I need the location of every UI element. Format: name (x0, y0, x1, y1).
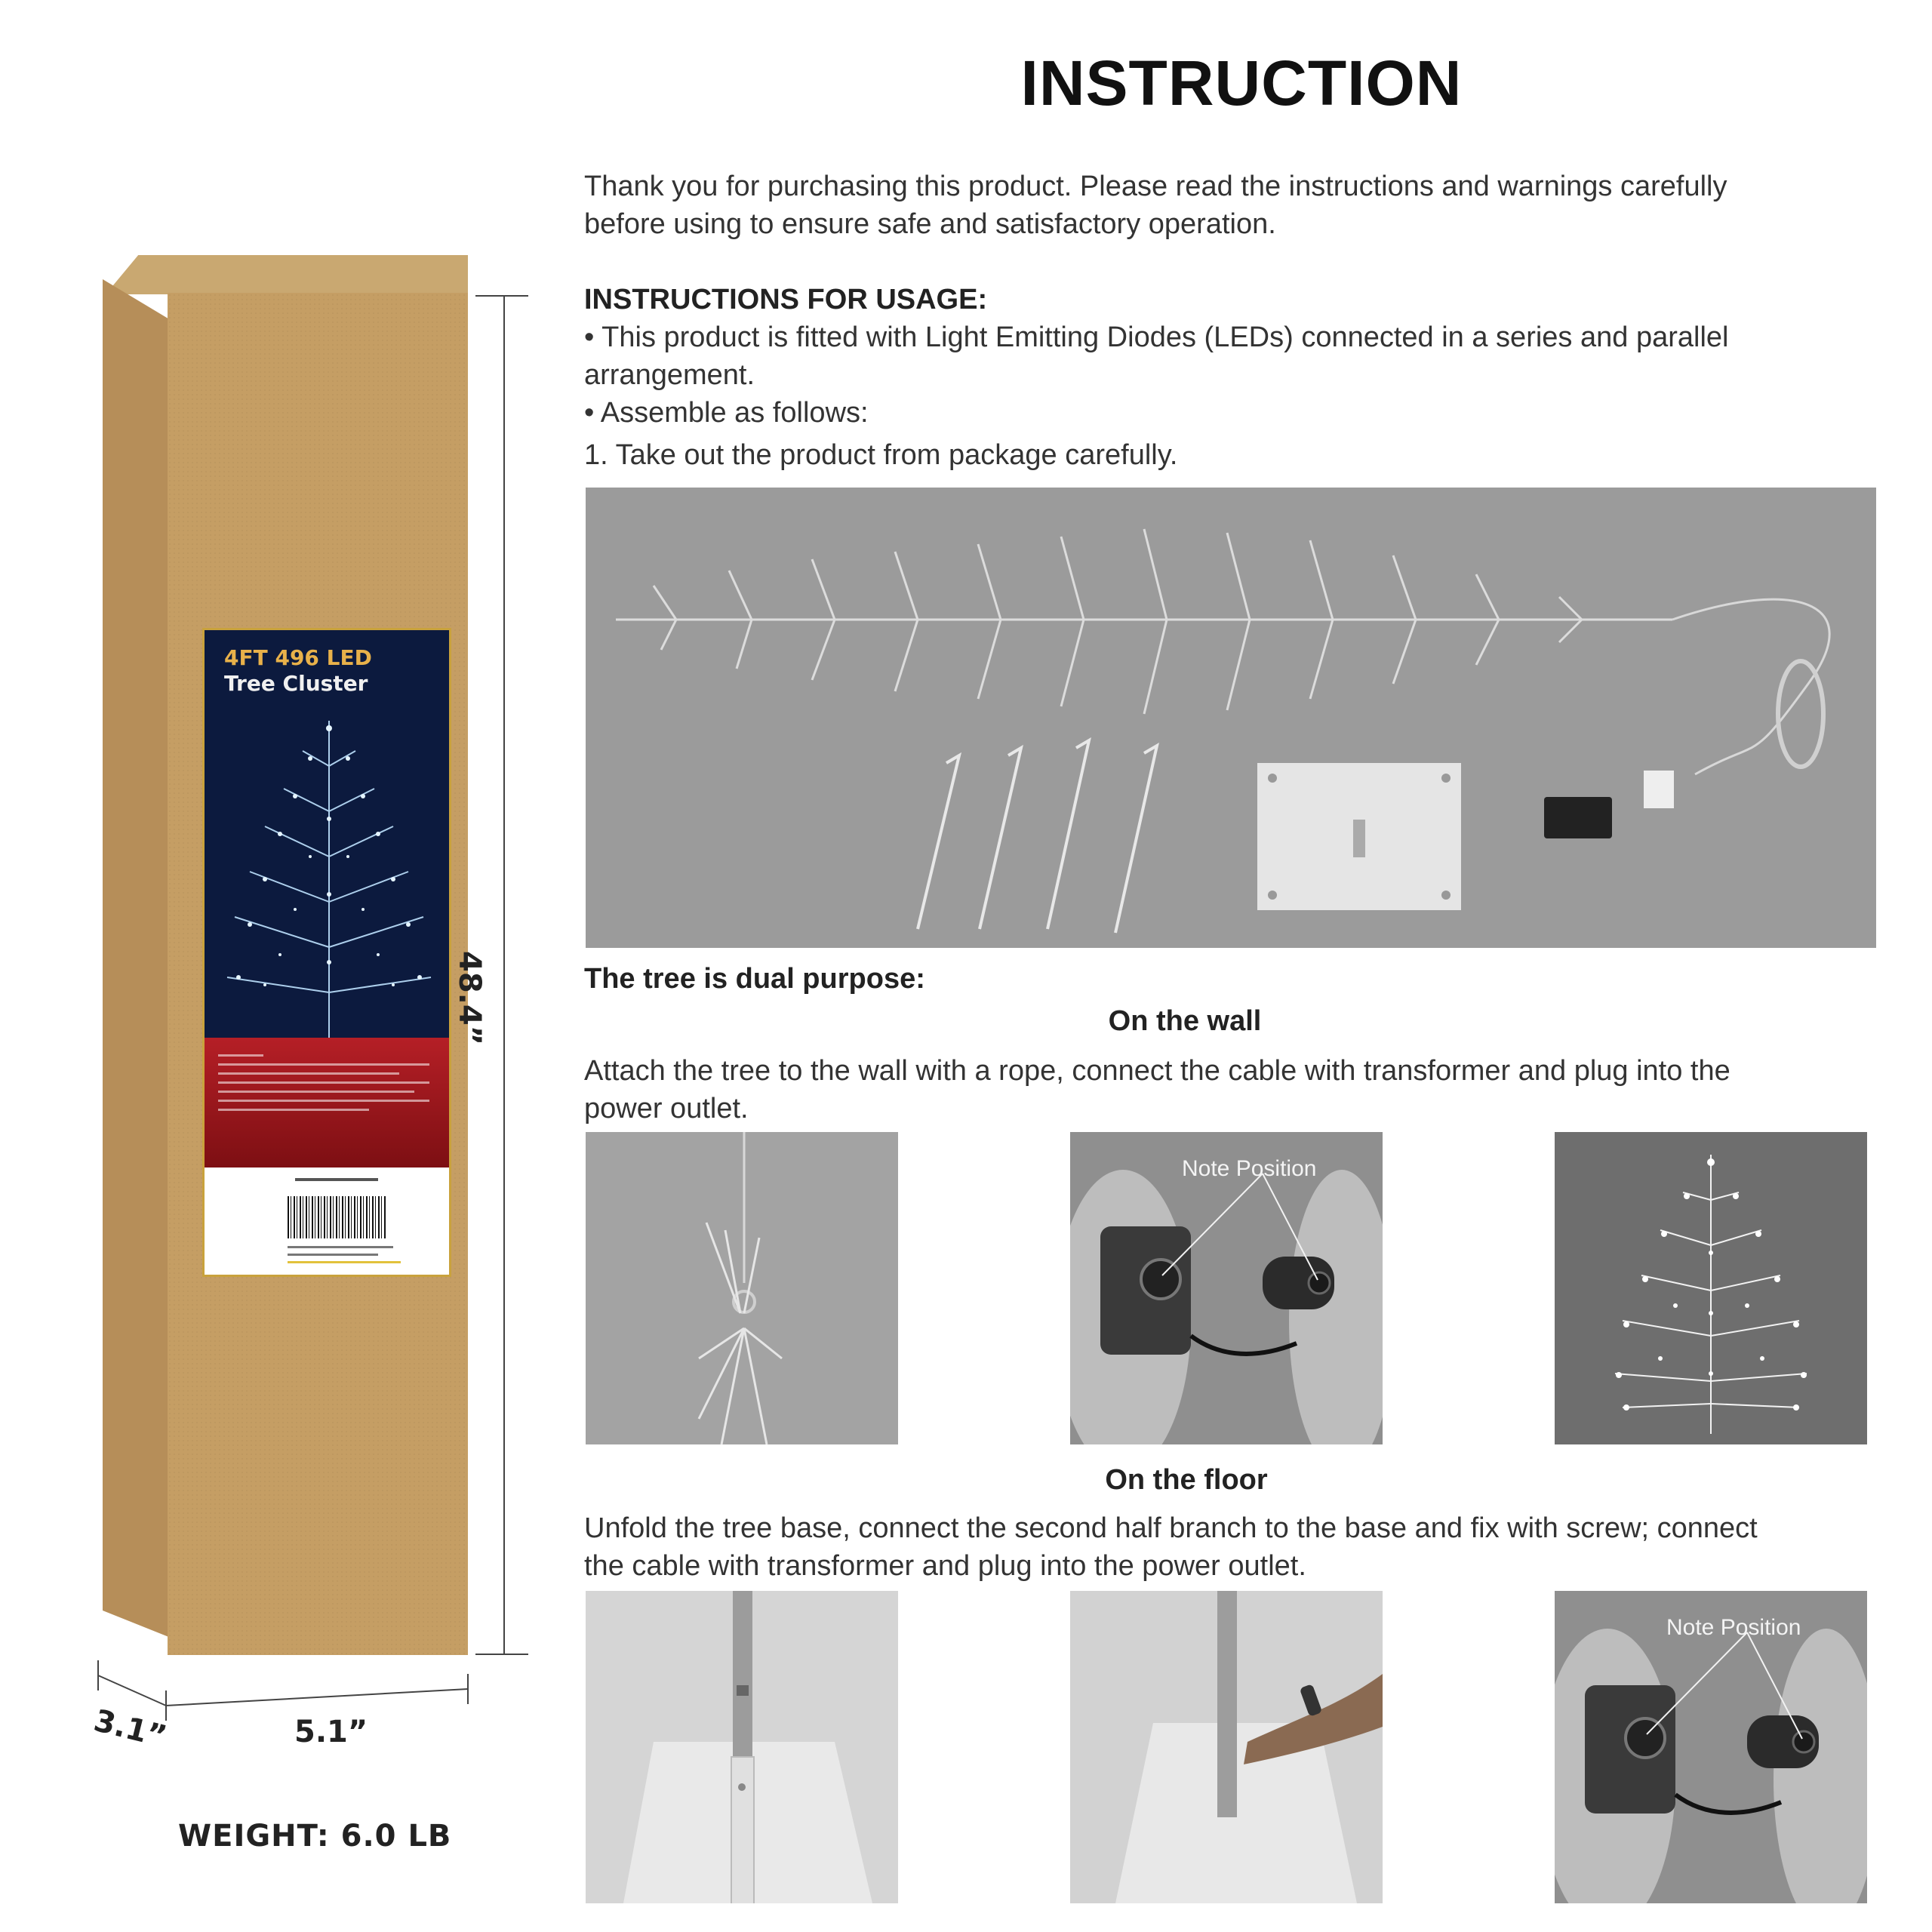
barcode-image (288, 1196, 386, 1238)
bullet-2: • Assemble as follows: (584, 397, 869, 429)
dual-purpose-heading: The tree is dual purpose: (584, 963, 925, 995)
floor-photo-connector (1555, 1591, 1867, 1903)
box-top-face (106, 255, 468, 294)
intro-line-1: Thank you for purchasing this product. Please read the instructions and warnings carefully (584, 171, 1727, 202)
step-1: 1. Take out the product from package carefully. (584, 439, 1178, 471)
page-title: INSTRUCTION (1020, 48, 1463, 118)
parts-photo (586, 488, 1876, 948)
box-label (202, 628, 451, 1277)
wall-photo-hanging-loop (586, 1132, 898, 1444)
note-position-label-1: Note Position (1182, 1156, 1317, 1181)
box-depth-label: 3.1” (90, 1703, 171, 1755)
box-label-title (224, 645, 372, 697)
floor-heading: On the floor (1105, 1464, 1268, 1496)
box-label-feature-panel (205, 1038, 449, 1168)
floor-photo-base-pole (586, 1591, 898, 1903)
note-position-label-2: Note Position (1666, 1615, 1801, 1640)
box-height-label: 48.4” (452, 951, 487, 1045)
wall-text-line-2: power outlet. (584, 1093, 749, 1124)
floor-text-line-2: the cable with transformer and plug into the power outlet. (584, 1550, 1306, 1582)
wall-text-line-1: Attach the tree to the wall with a rope, connect the cable with transformer and plug into the (584, 1055, 1730, 1087)
box-label-line2: Tree Cluster (224, 671, 368, 696)
wall-photo-connector (1070, 1132, 1383, 1444)
intro-line-2: before using to ensure safe and satisfactory operation. (584, 208, 1276, 240)
floor-photo-fix-screw (1070, 1591, 1383, 1903)
box-weight-label: WEIGHT: 6.0 LB (178, 1819, 452, 1854)
box-label-line1: 4FT 496 LED (224, 645, 372, 670)
product-box-illustration (0, 0, 574, 1932)
floor-text-line-1: Unfold the tree base, connect the second half branch to the base and fix with screw; connect (584, 1512, 1758, 1544)
wall-heading: On the wall (1108, 1005, 1262, 1037)
usage-heading: INSTRUCTIONS FOR USAGE: (584, 284, 988, 315)
box-label-barcode-panel (205, 1168, 449, 1275)
bullet-1-line-2: arrangement. (584, 359, 755, 391)
bullet-1-line-1: • This product is fitted with Light Emitting Diodes (LEDs) connected in a series and parallel (584, 321, 1729, 353)
box-width-label: 5.1” (294, 1715, 368, 1749)
box-side-face (103, 279, 171, 1638)
wall-photo-lit-tree (1555, 1132, 1867, 1444)
height-dimension-line (503, 296, 505, 1654)
box-label-tree-image (220, 706, 438, 1038)
